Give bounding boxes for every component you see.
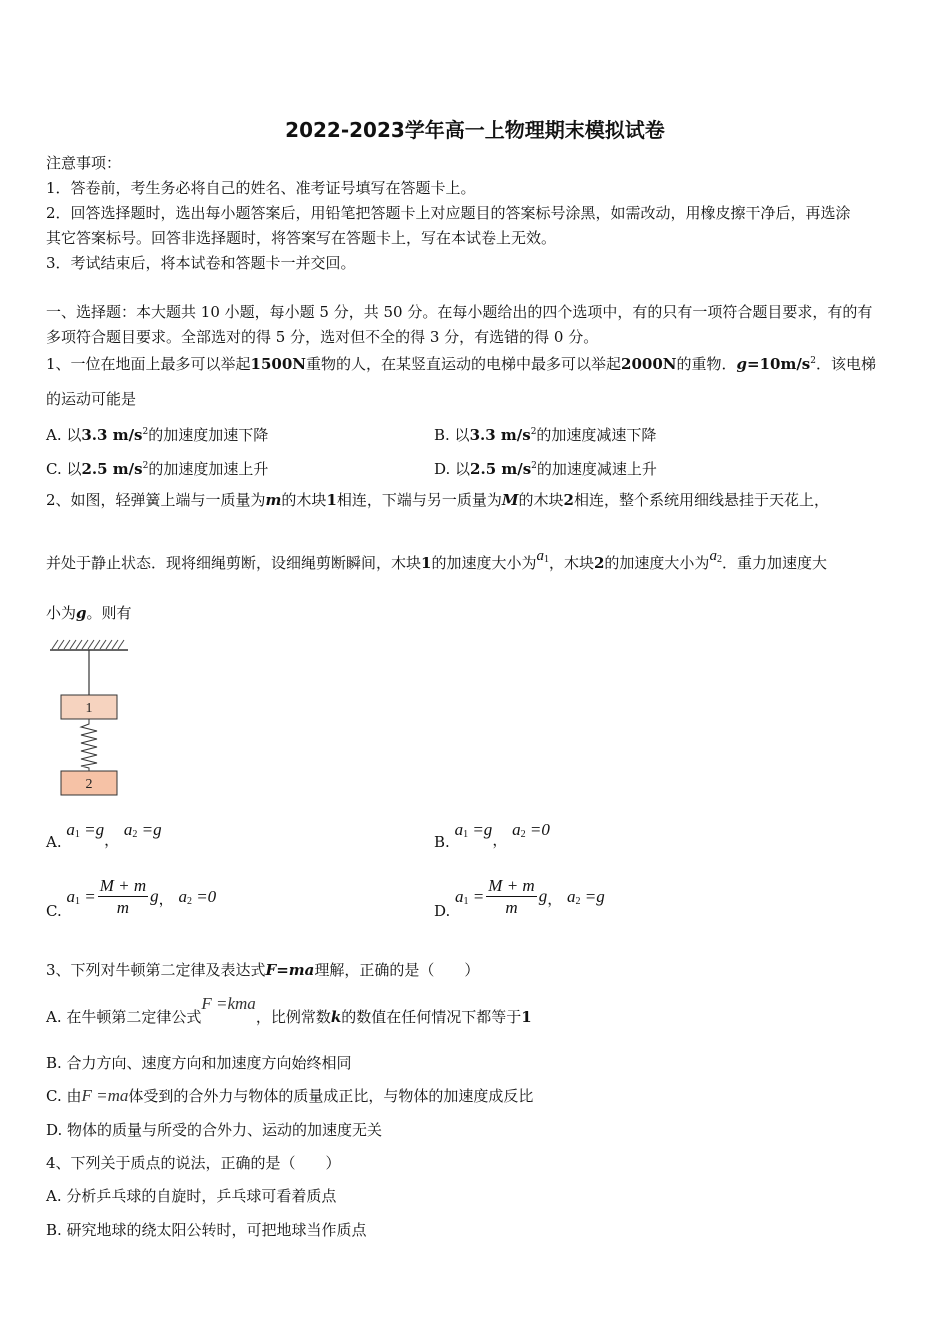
q4-stem: 4、下列关于质点的说法，正确的是（ ） [46, 1154, 341, 1172]
notice-item-1: 1．答卷前，考生务必将自己的姓名、准考证号填写在答题卡上。 [46, 179, 476, 197]
q1-option-b[interactable]: B. 以3.3 $m/s^2$的加速度减速下降 [434, 426, 657, 444]
notice-item-2: 2．回答选择题时，选出每小题答案后，用铅笔把答题卡上对应题目的答案标号涂黑，如需改动，用橡皮擦干净后，再选涂 [46, 204, 851, 222]
q3-option-a[interactable]: A. 在牛顿第二定律公式F =kma，比例常数k的数值在任何情况下都等于1 [46, 994, 532, 1026]
spring [81, 719, 97, 771]
fraction: $\frac{M + m}{m}$ [99, 876, 147, 917]
q2-stem: 2、如图，轻弹簧上端与一质量为m的木块1相连，下端与另一质量为M的木块2相连，整个系统用细线悬挂于天花上， [46, 491, 829, 509]
q2-option-d[interactable]: D. $a_1$ = $\frac{M + m}{m}$ g， $a_2 =g$ [434, 876, 605, 920]
notice-item-3: 3．考试结束后，将本试卷和答题卡一并交回。 [46, 254, 356, 272]
block-1-label: 1 [85, 701, 93, 716]
q2-option-b[interactable]: B. $a_1 =g$， $a_2 =0$ [434, 820, 550, 851]
q2-stem-line3: 小为g。则有 [46, 604, 132, 622]
page-title: 2022-2023学年高一上物理期末模拟试卷 [285, 118, 665, 142]
q3-option-d[interactable]: D. 物体的质量与所受的合外力、运动的加速度无关 [46, 1121, 383, 1139]
block-2-label: 2 [85, 777, 93, 792]
q4-option-b[interactable]: B. 研究地球的绕太阳公转时，可把地球当作质点 [46, 1221, 367, 1239]
q1-option-d[interactable]: D. 以2.5 $m/s^2$的加速度减速上升 [434, 460, 657, 478]
q4-option-a[interactable]: A. 分析乒乓球的自旋时，乒乓球可看着质点 [46, 1187, 337, 1205]
notice-item-2-cont: 其它答案标号。回答非选择题时，将答案写在答题卡上，写在本试卷上无效。 [46, 229, 557, 247]
fraction: $\frac{M + m}{m}$ [488, 876, 535, 917]
q1-option-c[interactable]: C. 以2.5 $m/s^2$的加速度加速上升 [46, 460, 269, 478]
formula-f-ma: F =ma [81, 1086, 129, 1105]
q3-stem: 3、下列对牛顿第二定律及表达式F=ma理解，正确的是（ ） [46, 961, 480, 979]
formula-f-kma: F =kma [201, 994, 256, 1013]
q1-option-a[interactable]: A. 以3.3 $m/s^2$的加速度加速下降 [46, 426, 269, 444]
section1-intro-1: 一、选择题：本大题共 10 小题，每小题 5 分，共 50 分。在每小题给出的四个选项中，有的只有一项符合题目要求，有的有 [46, 303, 873, 321]
a1-symbol: $a_1$ [536, 548, 549, 565]
q1-stem-cont: 的运动可能是 [46, 390, 137, 408]
q2-stem-line2: 并处于静止状态．现将细绳剪断，设细绳剪断瞬间，木块1的加速度大小为$a_1$，木块2的加速度大小为$a_2$．重力加速度大 [46, 548, 827, 572]
q3-option-b[interactable]: B. 合力方向、速度方向和加速度方向始终相同 [46, 1054, 352, 1072]
q2-option-c[interactable]: C. $a_1$ = $\frac{M + m}{m}$ g， $a_2 =0$ [46, 876, 217, 920]
spring-blocks-figure [46, 632, 136, 800]
a2-symbol: $a_2$ [709, 548, 722, 565]
q1-stem: 1、一位在地面上最多可以举起1500N重物的人，在某竖直运动的电梯中最多可以举起2000N的重物．$g=10m/s^2$．该电梯 [46, 355, 877, 373]
q2-option-a[interactable]: A. $a_1 =g$， $a_2 =g$ [46, 820, 162, 851]
q3-option-c[interactable]: C. 由F =ma体受到的合外力与物体的质量成正比，与物体的加速度成反比 [46, 1086, 534, 1105]
section1-intro-2: 多项符合题目要求。全部选对的得 5 分，选对但不全的得 3 分，有选错的得 0 分。 [46, 328, 599, 346]
ceiling-hatch [50, 640, 128, 650]
notice-heading: 注意事项： [46, 154, 122, 172]
